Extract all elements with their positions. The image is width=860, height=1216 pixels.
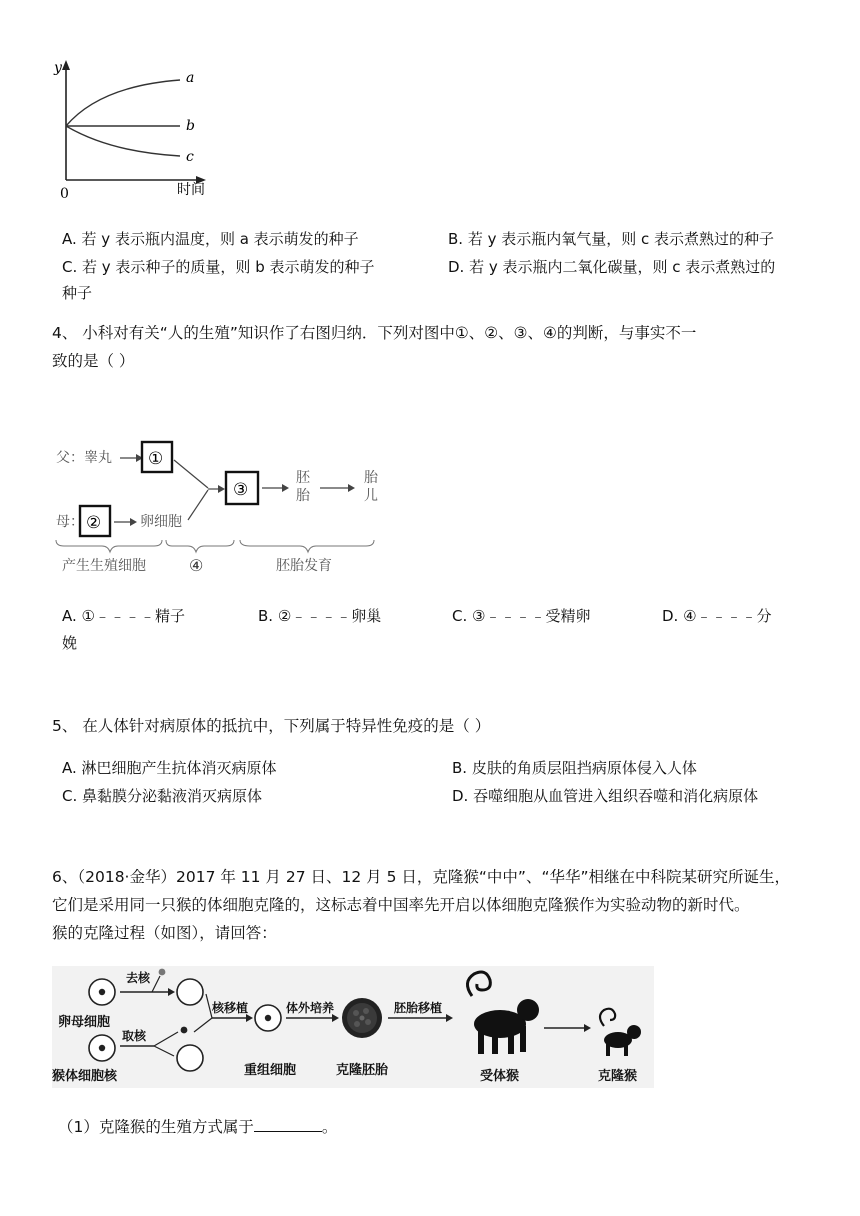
cloned-embryo-label: 克隆胚胎 bbox=[336, 1063, 389, 1078]
q4-stem-line2: 致的是（ ） bbox=[52, 352, 135, 370]
recipient-monkey-label: 受体猴 bbox=[480, 1069, 520, 1084]
q3-option-b: B. 若 y 表示瓶内氧气量，则 c 表示煮熟过的种子 bbox=[448, 230, 775, 248]
mother-label: 母： bbox=[56, 514, 84, 530]
father-label: 父：睾丸 bbox=[56, 450, 112, 466]
q4-option-d: D. ④﹣﹣﹣﹣分 bbox=[662, 607, 772, 625]
q5-stem: 5、 在人体针对病原体的抵抗中，下列属于特异性免疫的是（ ） bbox=[52, 717, 491, 735]
oocyte-label: 卵母细胞 bbox=[58, 1015, 111, 1030]
q4-stem-line1: 4、 小科对有关“人的生殖”知识作了右图归纳．下列对图中①、②、③、④的判断，与事实不一 bbox=[52, 324, 697, 342]
curve-c bbox=[66, 126, 180, 156]
q4-option-c: C. ③﹣﹣﹣﹣受精卵 bbox=[452, 607, 591, 625]
q3-option-d-cont: 种子 bbox=[62, 284, 93, 302]
origin-label: 0 bbox=[60, 186, 69, 200]
answer-blank[interactable] bbox=[254, 1115, 322, 1132]
take-nucleus-label: 取核 bbox=[122, 1029, 147, 1043]
box-2-label: ② bbox=[86, 513, 102, 533]
remove-nucleus-label: 去核 bbox=[126, 971, 151, 985]
somatic-nucleus-label: 猴体细胞核 bbox=[52, 1069, 118, 1084]
q5-option-b: B. 皮肤的角质层阻挡病原体侵入人体 bbox=[452, 759, 697, 777]
curve-c-label: c bbox=[186, 149, 194, 165]
q5-option-c: C. 鼻黏膜分泌黏液消灭病原体 bbox=[62, 787, 263, 805]
embryo-label: 胚 bbox=[296, 470, 310, 486]
q6-stem-line2: 它们是采用同一只猴的体细胞克隆的，这标志着中国率先开启以体细胞克隆猴作为实验动物的新时代。 bbox=[52, 896, 750, 914]
reproduction-diagram bbox=[50, 432, 390, 582]
embryo-transfer-label: 胚胎移植 bbox=[394, 1001, 443, 1015]
fetus-label: 胎 bbox=[364, 470, 378, 486]
y-axis-label: y bbox=[54, 60, 62, 76]
egg-label: 卵细胞 bbox=[140, 514, 182, 530]
svg-text:儿: 儿 bbox=[364, 488, 378, 504]
q6-stem-line1: 6、（2018·金华）2017 年 11 月 27 日、12 月 5 日，克隆猴“中中”、“华华”相继在中科院某研究所诞生， bbox=[52, 868, 791, 886]
q3-option-a: A. 若 y 表示瓶内温度，则 a 表示萌发的种子 bbox=[62, 230, 359, 248]
q5-option-d: D. 吞噬细胞从血管进入组织吞噬和消化病原体 bbox=[452, 787, 759, 805]
stage-1-label: 产生生殖细胞 bbox=[62, 558, 146, 574]
q4-option-a: A. ①﹣﹣﹣﹣精子 bbox=[62, 607, 185, 625]
box-1-label: ① bbox=[148, 449, 164, 469]
x-axis-label: 时间 bbox=[177, 182, 205, 198]
curve-a-label: a bbox=[186, 70, 195, 86]
curve-a bbox=[66, 80, 180, 126]
stage-2-label: ④ bbox=[189, 556, 204, 575]
q6-stem-line3: 猴的克隆过程（如图），请回答： bbox=[52, 924, 277, 942]
curve-b-label: b bbox=[186, 118, 195, 134]
box-3-label: ③ bbox=[233, 480, 249, 500]
q3-option-c: C. 若 y 表示种子的质量，则 b 表示萌发的种子 bbox=[62, 258, 375, 276]
in-vitro-culture-label: 体外培养 bbox=[286, 1001, 335, 1015]
q3-option-d: D. 若 y 表示瓶内二氧化碳量，则 c 表示煮熟过的 bbox=[448, 258, 776, 276]
monkey-cloning-diagram bbox=[52, 966, 654, 1088]
reconstructed-cell-label: 重组细胞 bbox=[244, 1063, 297, 1078]
cloned-monkey-label: 克隆猴 bbox=[598, 1069, 638, 1084]
q4-option-d-cont: 娩 bbox=[62, 634, 78, 652]
nuclear-transfer-label: 核移植 bbox=[212, 1001, 249, 1015]
svg-text:胎: 胎 bbox=[296, 488, 310, 504]
q4-option-b: B. ②﹣﹣﹣﹣卵巢 bbox=[258, 607, 382, 625]
q6-subquestion-1 bbox=[58, 1115, 337, 1138]
q3-line-graph bbox=[40, 52, 230, 200]
q6-sub1-prefix: （1）克隆猴的生殖方式属于 bbox=[58, 1118, 254, 1136]
q6-sub1-suffix: 。 bbox=[321, 1118, 338, 1136]
q5-option-a: A. 淋巴细胞产生抗体消灭病原体 bbox=[62, 759, 277, 777]
stage-3-label: 胚胎发育 bbox=[276, 558, 332, 574]
